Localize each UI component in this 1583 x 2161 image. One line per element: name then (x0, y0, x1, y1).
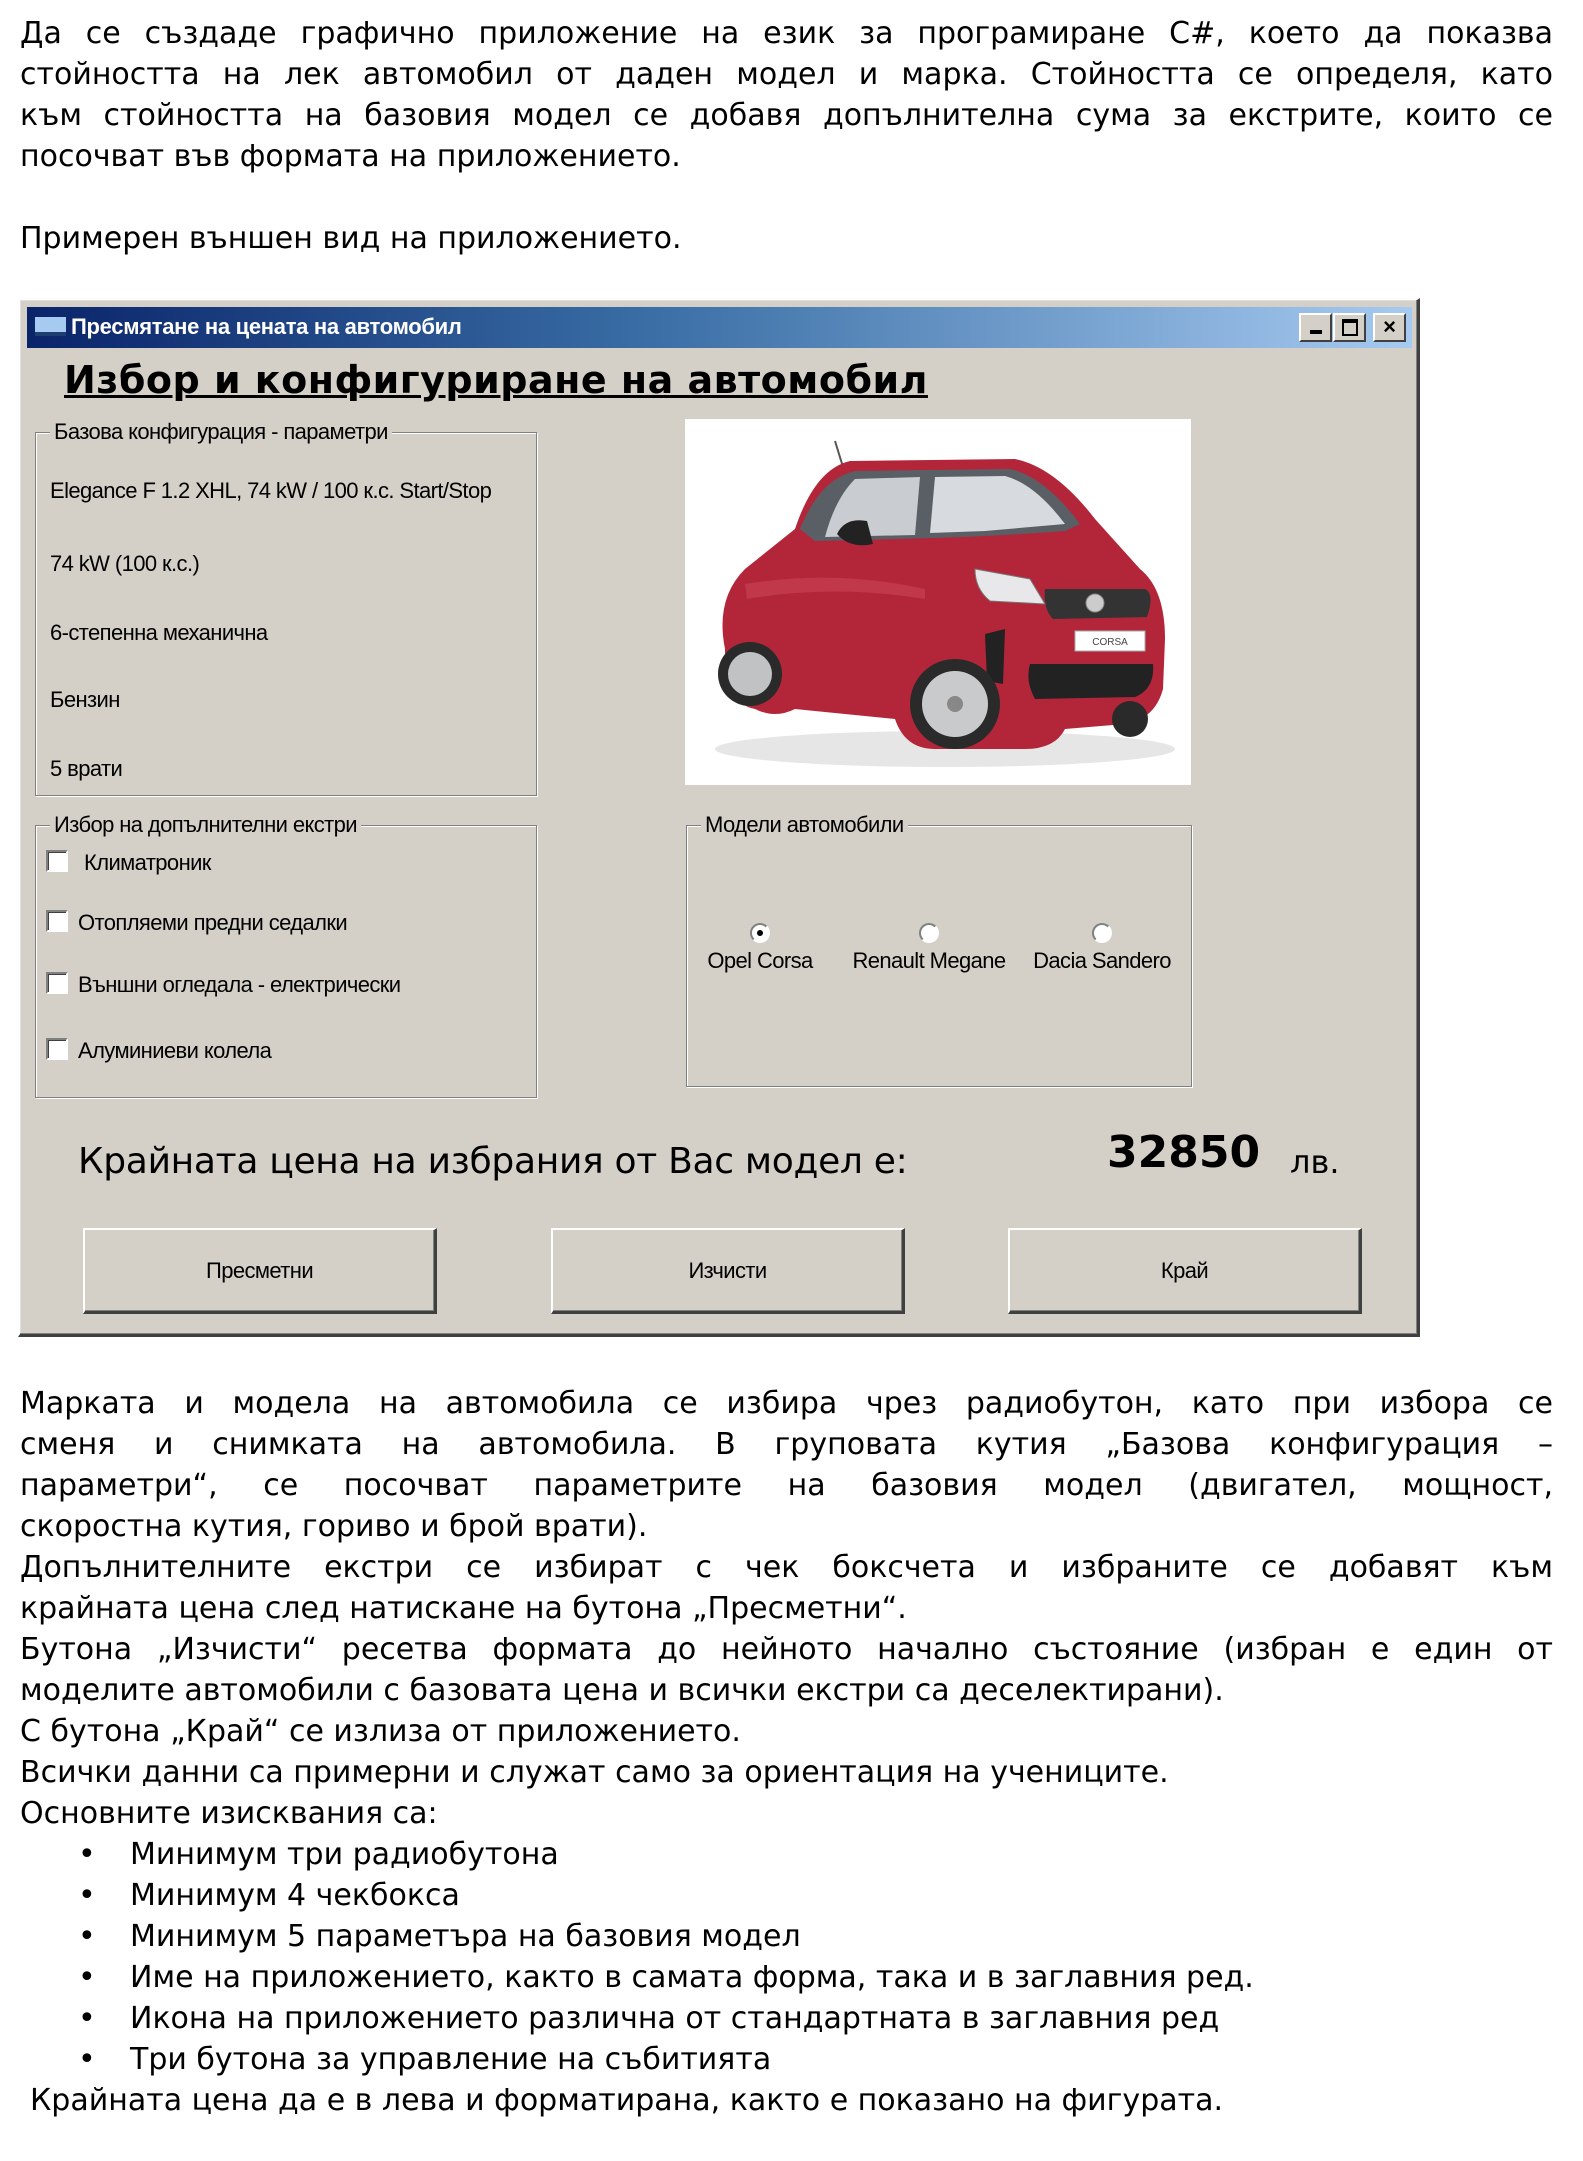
clear-button[interactable]: Изчисти (551, 1228, 905, 1314)
checkbox-electric-mirrors[interactable] (46, 972, 68, 994)
base-config-item: Бензин (50, 687, 120, 712)
checkbox-alloy-wheels[interactable] (46, 1038, 68, 1060)
closing-note: Крайната цена да е в лева и форматирана, както е показано на фигурата. (30, 2083, 1224, 2118)
radio-label[interactable]: Renault Megane (852, 948, 1006, 973)
radio-label[interactable]: Dacia Sandero (1033, 948, 1171, 973)
extras-group (35, 812, 537, 1098)
maximize-button[interactable] (1333, 313, 1366, 342)
extras-legend: Избор на допълнителни екстри (50, 812, 361, 838)
title-bar[interactable] (27, 307, 1412, 348)
description-line: Основните изисквания са: (20, 1796, 438, 1831)
intro-line: към стойността на базовия модел се добавя допълнителна сума за екстрите, които се (20, 98, 1553, 133)
checkbox-label[interactable]: Отопляеми предни седалки (78, 910, 348, 935)
base-config-legend: Базова конфигурация - параметри (50, 419, 392, 445)
checkbox-heated-seats[interactable] (46, 910, 68, 932)
intro-line: стойността на лек автомобил от даден модел и марка. Стойността се определя, като (20, 57, 1553, 92)
app-window (18, 298, 1420, 1337)
checkbox-label[interactable]: Външни огледала - електрически (78, 972, 401, 997)
close-icon: × (1383, 314, 1396, 339)
car-image (685, 419, 1191, 785)
price-currency: лв. (1290, 1143, 1340, 1181)
bullet-icon: • (78, 2042, 96, 2077)
radio-renault-megane[interactable] (919, 923, 939, 943)
car-picture (685, 419, 1191, 785)
minimize-icon (1310, 330, 1322, 334)
base-config-item: 74 kW (100 к.с.) (50, 551, 200, 576)
price-value: 32850 (1107, 1127, 1261, 1178)
radio-opel-corsa[interactable] (750, 923, 770, 943)
base-config-group (35, 419, 537, 796)
form-heading: Избор и конфигуриране на автомобил (64, 358, 928, 402)
description-line: Бутона „Изчисти“ ресетва формата до нейното начално състояние (избран е един от (20, 1632, 1553, 1667)
example-caption: Примерен външен вид на приложението. (20, 221, 682, 256)
calculate-button[interactable]: Пресметни (83, 1228, 437, 1314)
radio-label[interactable]: Opel Corsa (707, 948, 813, 973)
radio-dacia-sandero[interactable] (1092, 923, 1112, 943)
models-group (686, 812, 1192, 1087)
minimize-button[interactable] (1299, 313, 1332, 342)
intro-line: Да се създаде графично приложение на език за програмиране C#, което да показва (20, 16, 1553, 51)
description-line: Допълнителните екстри се избират с чек боксчета и избраните се добавят към (20, 1550, 1553, 1585)
intro-line: посочват във формата на приложението. (20, 139, 681, 174)
description-line: параметри“, се посочват параметрите на базовия модел (двигател, мощност, (20, 1468, 1553, 1503)
base-config-item: 5 врати (50, 756, 123, 781)
checkbox-label[interactable]: Алуминиеви колела (78, 1038, 272, 1063)
window-title: Пресмятане на цената на автомобил (71, 314, 462, 339)
bullet-icon: • (78, 1960, 96, 1995)
description-line: Марката и модела на автомобила се избира чрез радиобутон, като при избора се (20, 1386, 1553, 1421)
svg-text:CORSA: CORSA (1092, 637, 1128, 648)
bullet-icon: • (78, 1919, 96, 1954)
description-line: Всички данни са примерни и служат само за ориентация на учениците. (20, 1755, 1169, 1790)
checkbox-label[interactable]: Климатроник (84, 850, 211, 875)
close-button[interactable] (1373, 313, 1406, 342)
description-line: моделите автомобили с базовата цена и всички екстри са деселектирани). (20, 1673, 1224, 1708)
bullet-icon: • (78, 2001, 96, 2036)
description-line: скоростна кутия, гориво и брой врати). (20, 1509, 648, 1544)
radio-selected-dot (757, 930, 763, 936)
base-config-item: Elegance F 1.2 XHL, 74 kW / 100 к.с. Start/Stop (50, 478, 492, 503)
checkbox-climatronic[interactable] (46, 850, 68, 872)
app-window-icon (35, 317, 66, 336)
bullet-icon: • (78, 1837, 96, 1872)
base-config-item: 6-степенна механична (50, 620, 268, 645)
bullet-icon: • (78, 1878, 96, 1913)
description-line: сменя и снимката на автомобила. В груповата кутия „Базова конфигурация – (20, 1427, 1553, 1462)
maximize-icon (1342, 319, 1358, 336)
exit-button[interactable]: Край (1008, 1228, 1362, 1314)
description-line: С бутона „Край“ се излиза от приложението. (20, 1714, 741, 1749)
models-legend: Модели автомобили (701, 812, 908, 838)
price-label: Крайната цена на избрания от Вас модел е: (78, 1141, 908, 1182)
description-line: крайната цена след натискане на бутона „Пресметни“. (20, 1591, 907, 1626)
